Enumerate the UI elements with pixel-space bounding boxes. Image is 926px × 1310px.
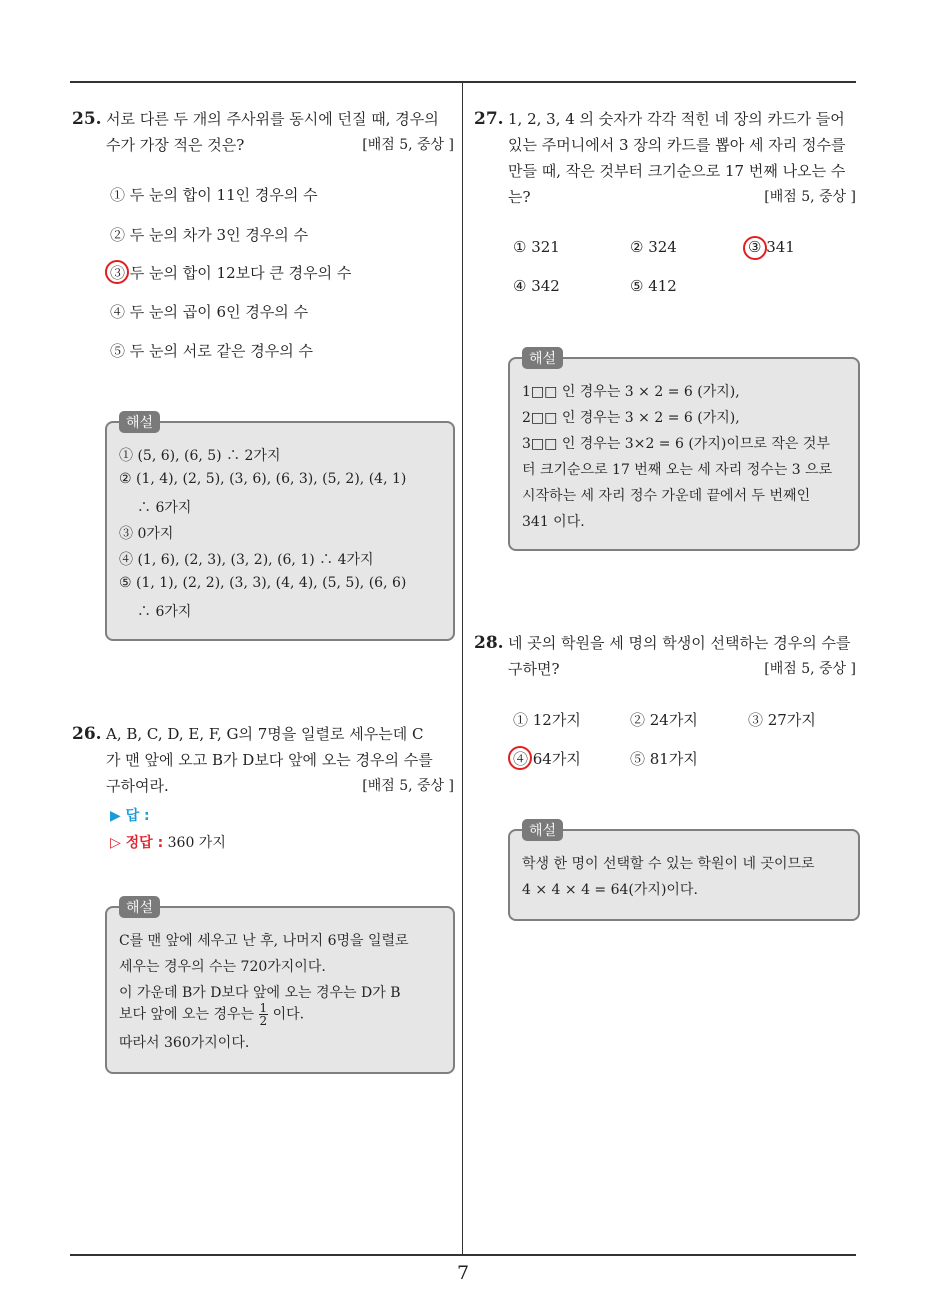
explanation-line: ⑤ (1, 1), (2, 2), (3, 3), (4, 4), (5, 5), (6, 6) [119, 575, 407, 591]
option-1[interactable]: ① 12가지 [513, 711, 581, 729]
option-2[interactable]: ② 324 [630, 238, 677, 256]
question-text: 서로 다른 두 개의 주사위를 동시에 던질 때, 경우의 [106, 110, 439, 128]
explanation-tab: 해설 [522, 347, 563, 369]
question-number: 26. [72, 724, 102, 744]
explanation-line: 시작하는 세 자리 정수 가운데 끝에서 두 번째인 [522, 488, 811, 504]
selected-answer-circle [743, 236, 767, 260]
question-number: 28. [474, 633, 504, 653]
option-5[interactable]: ⑤ 81가지 [630, 750, 698, 768]
explanation-line: 학생 한 명이 선택할 수 있는 학원이 네 곳이므로 [522, 856, 815, 872]
explanation-box [508, 823, 860, 921]
points-label: [배점 5, 중상 ] [764, 661, 856, 677]
points-label: [배점 5, 중상 ] [362, 778, 454, 794]
bottom-rule [70, 1254, 856, 1256]
question-text: 있는 주머니에서 3 장의 카드를 뽑아 세 자리 정수를 [508, 136, 846, 154]
answer-label: ▶ 답 : [110, 808, 150, 824]
explanation-line: ① (5, 6), (6, 5) ∴ 2가지 [119, 448, 281, 464]
explanation-line: 따라서 360가지이다. [119, 1035, 250, 1051]
question-28 [474, 630, 856, 682]
page-number: 7 [456, 1262, 470, 1284]
explanation-line: 2□□ 인 경우는 3 × 2 = 6 (가지), [522, 410, 740, 426]
question-25 [72, 106, 454, 158]
correct-answer-value: 360 가지 [167, 835, 226, 851]
explanation-text: 보다 앞에 오는 경우는 [119, 1006, 255, 1023]
explanation-line: 4 × 4 × 4 = 64(가지)이다. [522, 882, 698, 898]
explanation-text: 이다. [272, 1006, 305, 1023]
explanation-line: 3□□ 인 경우는 3×2 = 6 (가지)이므로 작은 것부 [522, 436, 830, 452]
question-27 [474, 106, 856, 210]
option-5[interactable]: ⑤ 두 눈의 서로 같은 경우의 수 [110, 342, 313, 360]
explanation-tab: 해설 [522, 819, 563, 841]
option-2[interactable]: ② 두 눈의 차가 3인 경우의 수 [110, 226, 309, 244]
question-text: 는? [508, 188, 531, 206]
explanation-line: C를 맨 앞에 세우고 난 후, 나머지 6명을 일렬로 [119, 933, 409, 949]
points-label: [배점 5, 중상 ] [764, 189, 856, 205]
explanation-line: ∴ 6가지 [137, 604, 192, 620]
selected-answer-circle [508, 746, 532, 770]
option-3[interactable]: ③ 341 [748, 238, 795, 256]
explanation-line: 이 가운데 B가 D보다 앞에 오는 경우는 D가 B [119, 985, 401, 1001]
question-text: 1, 2, 3, 4 의 숫자가 각각 적힌 네 장의 카드가 들어 [508, 110, 845, 128]
option-4[interactable]: ④ 64가지 [513, 750, 581, 768]
question-text: 구하면? [508, 660, 560, 678]
option-4[interactable]: ④ 342 [513, 277, 560, 295]
explanation-line: ③ 0가지 [119, 526, 174, 542]
fraction-one-half [259, 1002, 269, 1027]
explanation-tab: 해설 [119, 411, 160, 433]
fraction-numerator: 1 [259, 1001, 268, 1015]
explanation-line: ④ (1, 6), (2, 3), (3, 2), (6, 1) ∴ 4가지 [119, 552, 374, 568]
question-text: 구하여라. [106, 777, 169, 795]
question-text: 만들 때, 작은 것부터 크기순으로 17 번째 나오는 수 [508, 162, 846, 180]
column-divider [462, 82, 463, 1256]
option-3[interactable]: ③ 두 눈의 합이 12보다 큰 경우의 수 [110, 264, 352, 282]
option-1[interactable]: ① 321 [513, 238, 560, 256]
explanation-line: 터 크기순으로 17 번째 오는 세 자리 정수는 3 으로 [522, 462, 833, 478]
question-text: 수가 가장 적은 것은? [106, 136, 245, 154]
question-text: 네 곳의 학원을 세 명의 학생이 선택하는 경우의 수를 [508, 634, 851, 652]
question-number: 25. [72, 109, 102, 129]
correct-answer-label: ▷ 정답 : [110, 835, 164, 851]
points-label: [배점 5, 중상 ] [362, 137, 454, 153]
explanation-box [105, 900, 455, 1074]
question-text: A, B, C, D, E, F, G의 7명을 일렬로 세우는데 C [106, 725, 424, 743]
option-2[interactable]: ② 24가지 [630, 711, 698, 729]
option-1[interactable]: ① 두 눈의 합이 11인 경우의 수 [110, 186, 318, 204]
option-3[interactable]: ③ 27가지 [748, 711, 816, 729]
selected-answer-circle [105, 260, 129, 284]
top-rule [70, 81, 856, 83]
correct-answer [110, 832, 226, 852]
option-4[interactable]: ④ 두 눈의 곱이 6인 경우의 수 [110, 303, 309, 321]
explanation-box [508, 351, 860, 551]
explanation-line: ∴ 6가지 [137, 500, 192, 516]
explanation-line: 1□□ 인 경우는 3 × 2 = 6 (가지), [522, 384, 740, 400]
question-26 [72, 721, 454, 799]
option-5[interactable]: ⑤ 412 [630, 277, 677, 295]
question-number: 27. [474, 109, 504, 129]
explanation-box [105, 415, 455, 641]
question-text: 가 맨 앞에 오고 B가 D보다 앞에 오는 경우의 수를 [106, 751, 433, 769]
explanation-tab: 해설 [119, 896, 160, 918]
explanation-line: 341 이다. [522, 514, 585, 530]
explanation-line: ② (1, 4), (2, 5), (3, 6), (6, 3), (5, 2), (4, 1) [119, 471, 407, 487]
explanation-line [119, 1002, 304, 1027]
explanation-line: 세우는 경우의 수는 720가지이다. [119, 959, 326, 975]
fraction-denominator: 2 [259, 1014, 268, 1028]
